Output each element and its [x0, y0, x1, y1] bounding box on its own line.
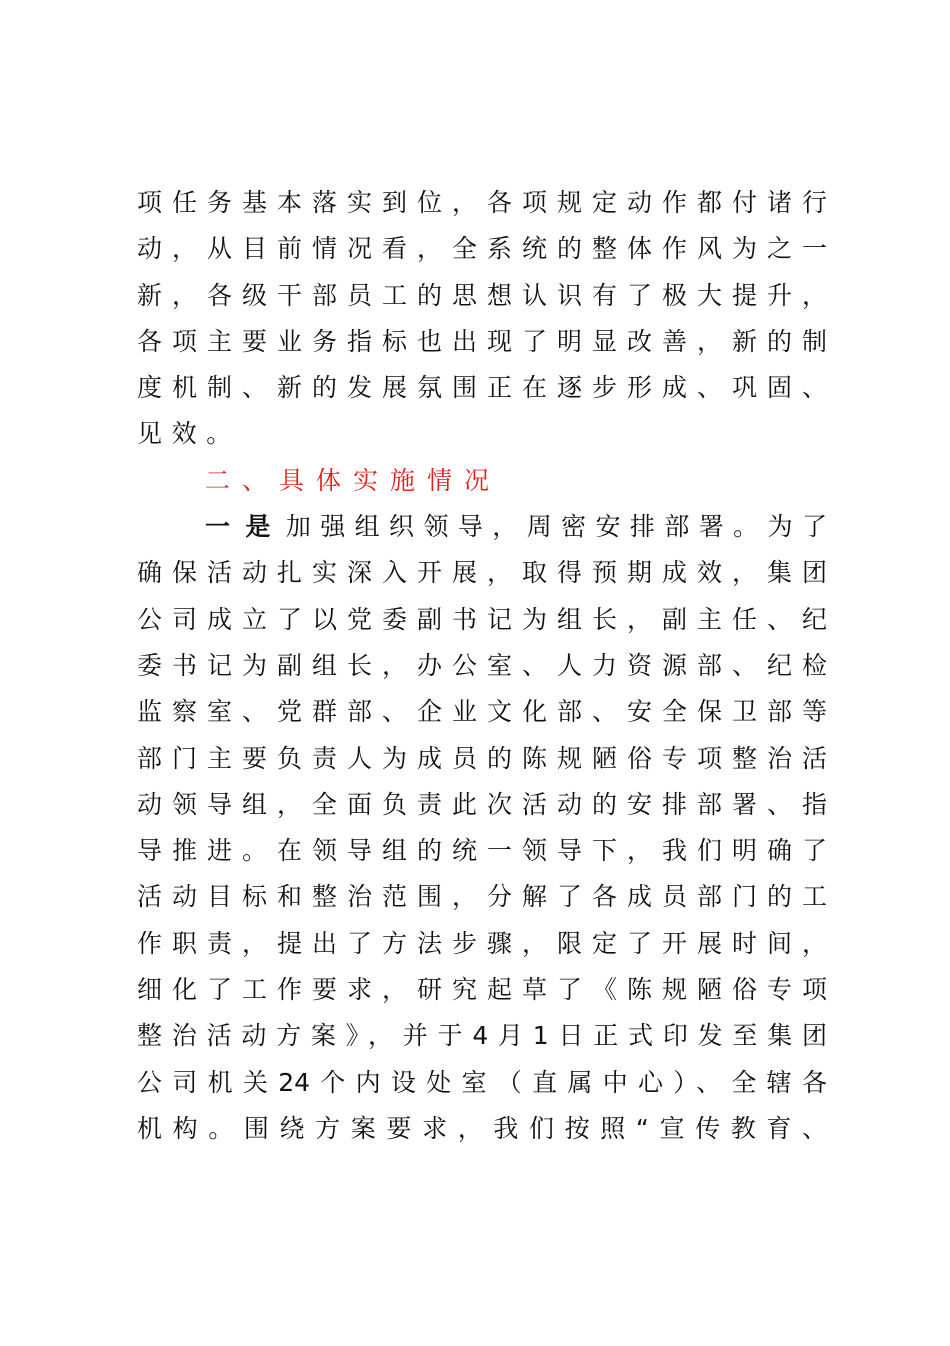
para2-line-1 — [137, 504, 827, 550]
para2-line-13: 公司机关24个内设处室（直属中心）、全辖各 — [137, 1067, 827, 1097]
para2-line-11: 细化了工作要求，研究起草了《陈规陋俗专项 — [137, 975, 827, 1005]
section-heading: 二、具体实施情况 — [205, 465, 502, 495]
para2-lead: 一是 — [205, 512, 286, 542]
para1-line-6: 见效。 — [137, 419, 241, 449]
para2-line-8: 导推进。在领导组的统一领导下，我们明确了 — [137, 836, 827, 866]
para1-line-5: 度机制、新的发展氛围正在逐步形成、巩固、 — [137, 373, 827, 403]
para1-line-2: 动，从目前情况看，全系统的整体作风为之一 — [137, 234, 827, 264]
para2-line-4: 委书记为副组长，办公室、人力资源部、纪检 — [137, 650, 827, 680]
para1-line-3: 新，各级干部员工的思想认识有了极大提升， — [137, 280, 827, 310]
para2-line-6: 部门主要负责人为成员的陈规陋俗专项整治活 — [137, 743, 827, 773]
para2-line-10: 作职责，提出了方法步骤，限定了开展时间， — [137, 928, 827, 958]
para2-first-text: 加强组织领导，周密安排部署。为了 — [285, 512, 827, 542]
document-body — [137, 180, 827, 1152]
para1-line-1: 项任务基本落实到位，各项规定动作都付诸行 — [137, 188, 827, 217]
para2-line-7: 动领导组，全面负责此次活动的安排部署、指 — [137, 789, 827, 819]
para2-line-5: 监察室、党群部、企业文化部、安全保卫部等 — [137, 697, 827, 727]
para2-line-12: 整治活动方案》，并于4月1日正式印发至集团 — [137, 1021, 827, 1051]
para2-line-9: 活动目标和整治范围，分解了各成员部门的工 — [137, 882, 827, 912]
para2-line-2: 确保活动扎实深入开展，取得预期成效，集团 — [137, 558, 827, 588]
para2-line-14: 机构。围绕方案要求，我们按照“宣传教育、 — [137, 1113, 827, 1143]
para2-line-3: 公司成立了以党委副书记为组长，副主任、纪 — [137, 604, 827, 634]
para1-line-4: 各项主要业务指标也出现了明显改善，新的制 — [137, 326, 827, 356]
